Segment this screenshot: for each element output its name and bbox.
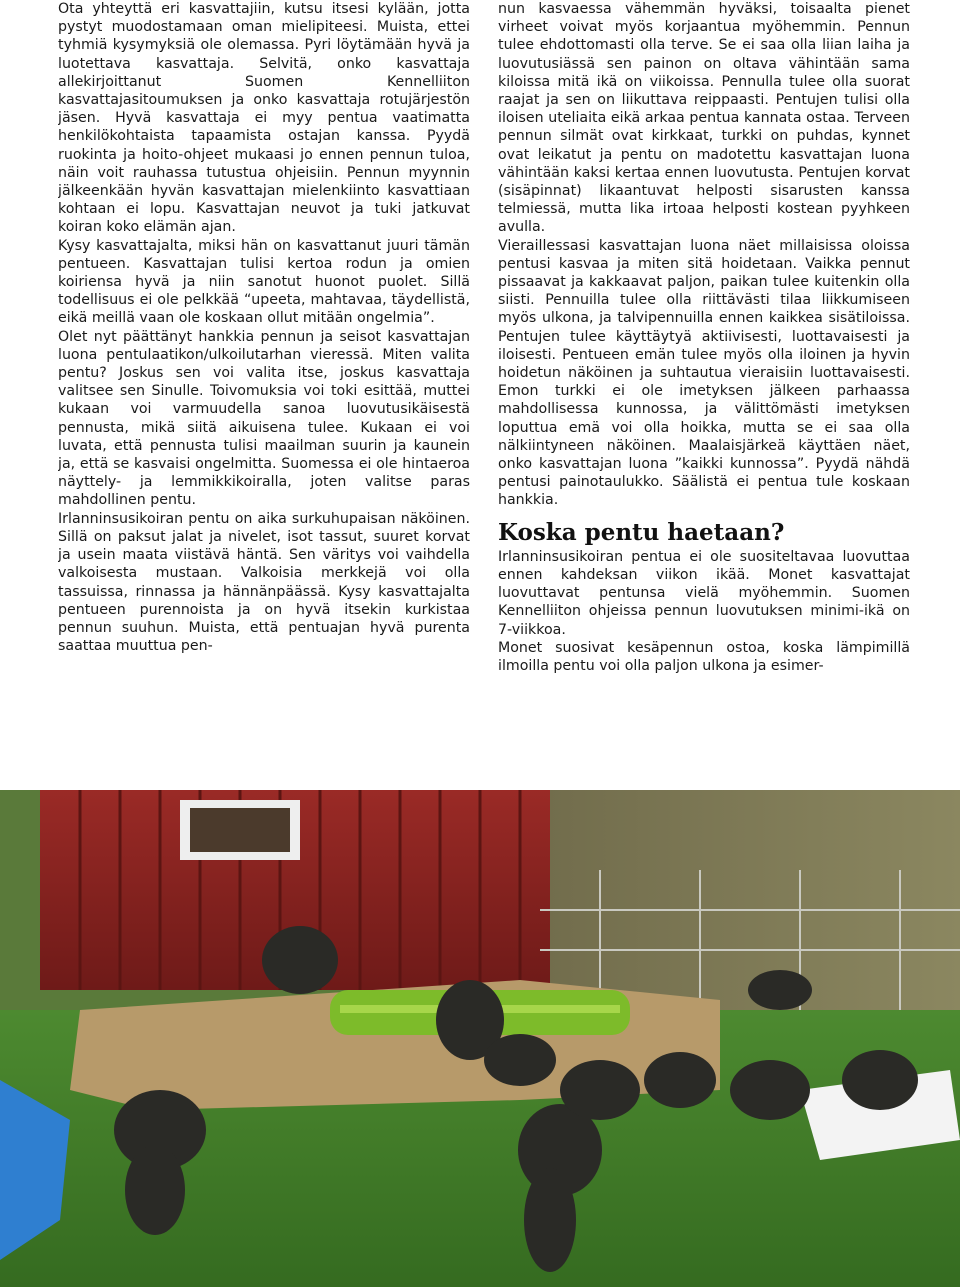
- left-column: [58, 0, 470, 790]
- section-heading: Koska pentu haetaan?: [498, 518, 785, 546]
- body-paragraph: Irlanninsusikoiran pentu on aika surkuhupaisan näköinen. Sillä on paksut jalat ja nivelet, isot tassut, suuret korvat ja usein maata viistävä häntä. Sen väritys voi vaihdella valkoisesta mustaan. Valkoisia merkkejä voi olla tassuissa, rinnassa ja hännänpäässä. Kysy kasvattajalta pentueen purennoista ja on hyvä itsekin kurkistaa pennun suuhun. Muista, että pentuajan hyvä purenta saattaa muuttua pen-: [58, 510, 470, 655]
- puppies-photo: [0, 790, 960, 1287]
- body-paragraph: nun kasvaessa vähemmän hyväksi, toisaalta pienet virheet voivat myös korjaantua myöhemmin. Pennun tulee ehdottomasti olla terve. Se ei saa olla liian laiha ja luovutusiässä sen painon on oltava vähintään sama kiloissa mitä ikä on viikoissa. Pennulla tulee olla suorat raajat ja sen on liikuttava reippaasti. Pentujen tulisi olla iloisen uteliaita eikä arkaa pentua kannata ostaa. Terveen pennun silmät ovat kirkkaat, turkki on puhdas, kynnet ovat leikatut ja pentu on madotettu kasvattajan luona vähintään kaksi kertaa ennen luovutusta. Pentujen korvat (sisäpinnat) likaantuvat helposti sisarusten kanssa telmiessä, mutta lika irtoaa helposti kostean pyyhkeen avulla.: [498, 1, 910, 236]
- right-column: [498, 0, 910, 790]
- body-paragraph: Irlanninsusikoiran pentua ei ole suositeltavaa luovuttaa ennen kahdeksan viikon ikää. Monet kasvattajat luovuttavat pentunsa vielä myöhemmin. Suomen Kennelliiton ohjeissa pennun luovutuksen minimi-ikä on 7-viikkoa.: [498, 548, 910, 638]
- body-paragraph: Olet nyt päättänyt hankkia pennun ja seisot kasvattajan luona pentulaatikon/ulkoilutarhan vieressä. Miten valita pentu? Joskus sen voi valita itse, joskus kasvattaja valitsee sen Sinulle. Toivomuksia voi toki esittää, muttei kukaan voi varmuudella sanoa luovutusikäisestä pennusta, mikä siitä aikuisena tulee. Kukaan ei voi luvata, että pennusta tulisi maailman suurin ja kaunein ja, että se kasvaisi ongelmitta. Suomessa ei ole hintaeroa näyttely- ja lemmikkikoiralla, joten valitse paras mahdollinen pentu.: [58, 328, 470, 509]
- body-paragraph: Ota yhteyttä eri kasvattajiin, kutsu itsesi kylään, jotta pystyt muodostamaan oman mielipiteesi. Muista, ettei tyhmiä kysymyksiä ole olemassa. Pyri löytämään hyvä ja luotettava kasvattaja. Selvitä, onko kasvattaja allekirjoittanut Suomen Kennelliiton kasvattajasitoumuksen ja onko kasvattaja rotujärjestön jäsen. Hyvä kasvattaja ei myy pentua vaatimatta henkilökohtaista tapaamista ostajan kanssa. Pyydä ruokinta ja hoito-ohjeet mukaasi jo ennen pennun tuloa, näin voit rauhassa tutustua ohjeisiin. Pennun myynnin jälkeenkään hyvän kasvattajan mielenkiinto kasvattiaan kohtaan ei lopu. Kasvattajan neuvot ja tuki jatkuvat koiran koko elämän ajan.: [58, 1, 470, 236]
- body-paragraph: Monet suosivat kesäpennun ostoa, koska lämpimillä ilmoilla pentu voi olla paljon ulkona ja esimer-: [498, 639, 910, 674]
- body-paragraph: Vieraillessasi kasvattajan luona näet millaisissa oloissa pentusi kasvaa ja miten sitä hoidetaan. Vaikka pennut pissaavat ja kakkaavat paljon, paikan tulee kuitenkin olla siisti. Pennuilla tulee olla riittävästi tilaa liikkumiseen myös ulkona, ja talvipennuilla ennen kaikkea sisätiloissa. Pentujen tulee käyttäytyä aktiivisesti, luottavaisesti ja iloisesti. Pentueen emän tulee myös olla iloinen ja hyvin hoidetun näköinen ja suhtautua vieraisiin luottavaisesti. Emon turkki ei ole imetyksen jälkeen parhaassa mahdollisessa kunnossa, ja välittömästi imetyksen loputtua emä voi olla hoikka, mutta se ei saa olla nälkiintyneen näköinen. Maalaisjärkeä käyttäen näet, onko kasvattajan luona ”kaikki kunnossa”. Pyydä nähdä pentusi painotaulukko. Säälistä ei pentua tule koskaan hankkia.: [498, 237, 910, 509]
- body-paragraph: Kysy kasvattajalta, miksi hän on kasvattanut juuri tämän pentueen. Kasvattajan tulisi kertoa rodun ja omien koiriensa hyvä ja niin sanotut huonot puolet. Sillä todellisuus ei ole pelkkää “upeeta, mahtavaa, täydellistä, eikä meillä vaan ole koskaan ollut mitään ongelmia”.: [58, 237, 470, 327]
